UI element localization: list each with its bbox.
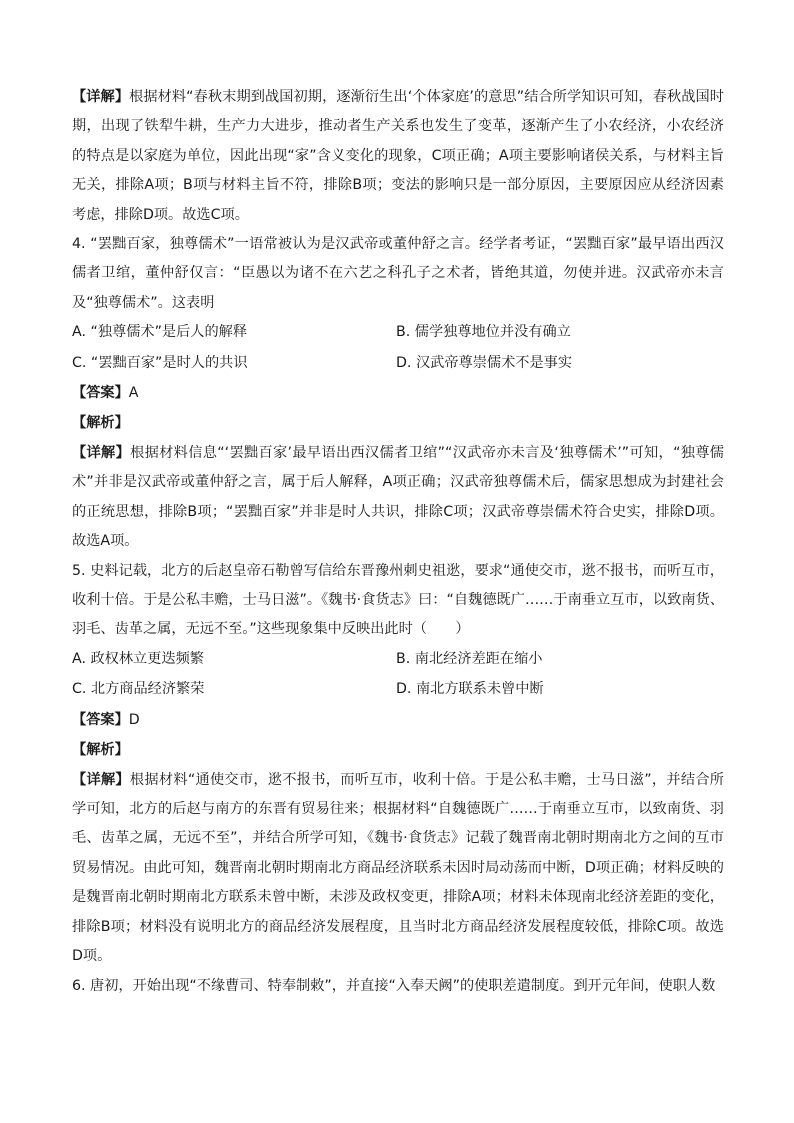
answer-option: D. 南北方联系未曾中断 [396, 681, 544, 698]
paragraph [72, 439, 724, 557]
answer-label-line [72, 409, 724, 439]
paragraph-text: 6. 唐初，开始出现“不缘曹司、特奉制敕”，并直接“入奉天阙”的使职差遣制度。到开元年间，使职人数 [72, 977, 716, 994]
document-page [72, 83, 724, 1001]
section-tag: 【答案】 [72, 711, 129, 728]
option-row [72, 645, 724, 675]
paragraph [72, 972, 724, 1001]
section-tag: 【答案】 [72, 385, 129, 402]
paragraph-text: 根据材料信息“‘罢黜百家’最早语出西汉儒者卫绾”“汉武帝亦未言及‘独尊儒术’”可知，“独尊儒术”并非是汉武帝或董仲舒之言，属于后人解释，A项正确；汉武帝独尊儒术后，儒家思想成为封建社会的正统思想，排除B项；“罢黜百家”并非是时人共识，排除C项；汉武帝尊崇儒术符合史实，排除D项。故选A项。 [72, 445, 724, 550]
answer-value: D [128, 711, 140, 728]
answer-option: D. 汉武帝尊崇儒术不是事实 [396, 354, 573, 371]
option-row [72, 675, 724, 705]
paragraph [72, 230, 724, 318]
answer-value: A [128, 385, 139, 402]
answer-option: C. 北方商品经济繁荣 [72, 681, 205, 698]
section-tag: 【详解】 [72, 89, 130, 105]
answer-option: B. 南北经济差距在缩小 [396, 650, 543, 667]
answer-option: A. “独尊儒术”是后人的解释 [72, 324, 248, 341]
answer-option: B. 儒学独尊地位并没有确立 [396, 324, 571, 341]
section-tag: 【详解】 [72, 771, 130, 788]
section-tag: 【解析】 [72, 415, 129, 432]
paragraph [72, 557, 724, 645]
paragraph-text: 5. 史料记载，北方的后赵皇帝石勒曾写信给东晋豫州刺史祖逖，要求“通使交市，逖不报书，而听互市，收利十倍。于是公私丰赡，士马日滋”。《魏书·食货志》曰：“自魏德既广……于南垂立互市，以致南货、羽毛、齿革之属，无远不至。”这些现象集中反映出此时（ ） [72, 562, 724, 638]
section-tag: 【详解】 [72, 445, 131, 462]
answer-label-line [72, 379, 724, 409]
answer-label-line [72, 736, 724, 766]
answer-option: A. 政权林立更迭频繁 [72, 650, 204, 667]
paragraph [72, 83, 724, 230]
answer-label-line [72, 706, 724, 736]
section-tag: 【解析】 [72, 741, 129, 758]
paragraph-text: 根据材料“春秋末期到战国初期，逐渐衍生出‘个体家庭’的意思”结合所学知识可知，春秋战国时期，出现了铁犁牛耕，生产力大进步，推动者生产关系也发生了变革，逐渐产生了小农经济，小农经济的特点是以家庭为单位，因此出现“家”含义变化的现象，C项正确；A项主要影响诸侯关系，与材料主旨无关，排除A项；B项与材料主旨不符，排除B项；变法的影响只是一部分原因，主要原因应从经济因素考虑，排除D项。故选C项。 [72, 89, 724, 223]
paragraph-text: 根据材料“通使交市，逖不报书，而听互市，收利十倍。于是公私丰赡，士马日滋”，并结合所学可知，北方的后赵与南方的东晋有贸易往来；根据材料“自魏德既广……于南垂立互市，以致南货、羽毛、齿革之属，无远不至”，并结合所学可知，《魏书·食货志》记载了魏晋南北朝时期南北方之间的互市贸易情况。由此可知，魏晋南北朝时期南北方商品经济联系未因时局动荡而中断，D项正确；材料反映的是魏晋南北朝时期南北方联系未曾中断，未涉及政权变更，排除A项；材料未体现南北经济差距的变化，排除B项；材料没有说明北方的商品经济发展程度，且当时北方商品经济发展程度较低，排除C项。故选D项。 [72, 771, 724, 965]
paragraph-text: 4. “罢黜百家，独尊儒术”一语常被认为是汉武帝或董仲舒之言。经学者考证，“罢黜百家”最早语出西汉儒者卫绾，董仲舒仅言：“臣愚以为诸不在六艺之科孔子之术者，皆绝其道，勿使并进。汉武帝亦未言及“独尊儒术”。这表明 [72, 236, 724, 311]
paragraph [72, 766, 724, 972]
option-row [72, 318, 724, 348]
option-row [72, 349, 724, 379]
answer-option: C. “罢黜百家”是时人的共识 [72, 354, 248, 371]
